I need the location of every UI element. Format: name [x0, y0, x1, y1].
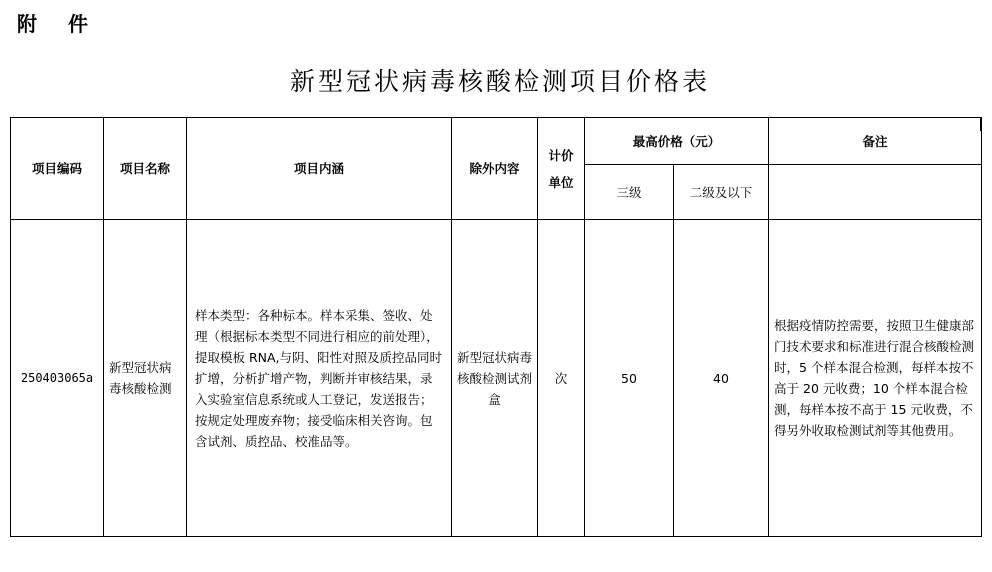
- header-unit-line2: 单位: [548, 174, 574, 190]
- header-name: 项目名称: [104, 118, 187, 220]
- cell-name: 新型冠状病毒核酸检测: [104, 220, 187, 537]
- table-row: [11, 220, 982, 537]
- cell-code: 250403065a: [11, 220, 104, 537]
- header-level2-below: 二级及以下: [674, 165, 769, 220]
- cell-price-level3: 50: [585, 220, 674, 537]
- cell-price-level2-below: 40: [674, 220, 769, 537]
- header-unit: [538, 118, 585, 220]
- price-table-container: [10, 117, 981, 536]
- header-code: 项目编码: [11, 118, 104, 220]
- header-excluded: 除外内容: [452, 118, 538, 220]
- document-title: 新型冠状病毒核酸检测项目价格表: [289, 67, 710, 96]
- cell-content: 样本类型：各种标本。样本采集、签收、处理（根据标本类型不同进行相应的前处理），提取模板 RNA,与阴、阳性对照及质控品同时扩增，分析扩增产物，判断并审核结果，录入实验室信息系统或人工登记，发送报告；按规定处理废弃物；接受临床相关咨询。包含试剂、质控品、校准品等。: [187, 220, 452, 537]
- cell-excluded: 新型冠状病毒核酸检测试剂盒: [452, 220, 538, 537]
- header-remarks-blank: [769, 165, 982, 220]
- header-content: 项目内涵: [187, 118, 452, 220]
- cell-unit: 次: [538, 220, 585, 537]
- header-unit-line1: 计价: [548, 147, 574, 163]
- header-remarks: 备注: [769, 118, 982, 165]
- header-max-price: 最高价格（元）: [585, 118, 769, 165]
- cell-remarks: 根据疫情防控需要，按照卫生健康部门技术要求和标准进行混合核酸检测时，5 个样本混合检测，每样本按不高于 20 元收费；10 个样本混合检测，每样本按不高于 15 元收费，不得另外收取检测试剂等其他费用。: [769, 220, 982, 537]
- header-row-1: [11, 118, 982, 165]
- header-level3: 三级: [585, 165, 674, 220]
- price-table: [10, 117, 982, 537]
- attachment-label: 附 件: [17, 12, 100, 36]
